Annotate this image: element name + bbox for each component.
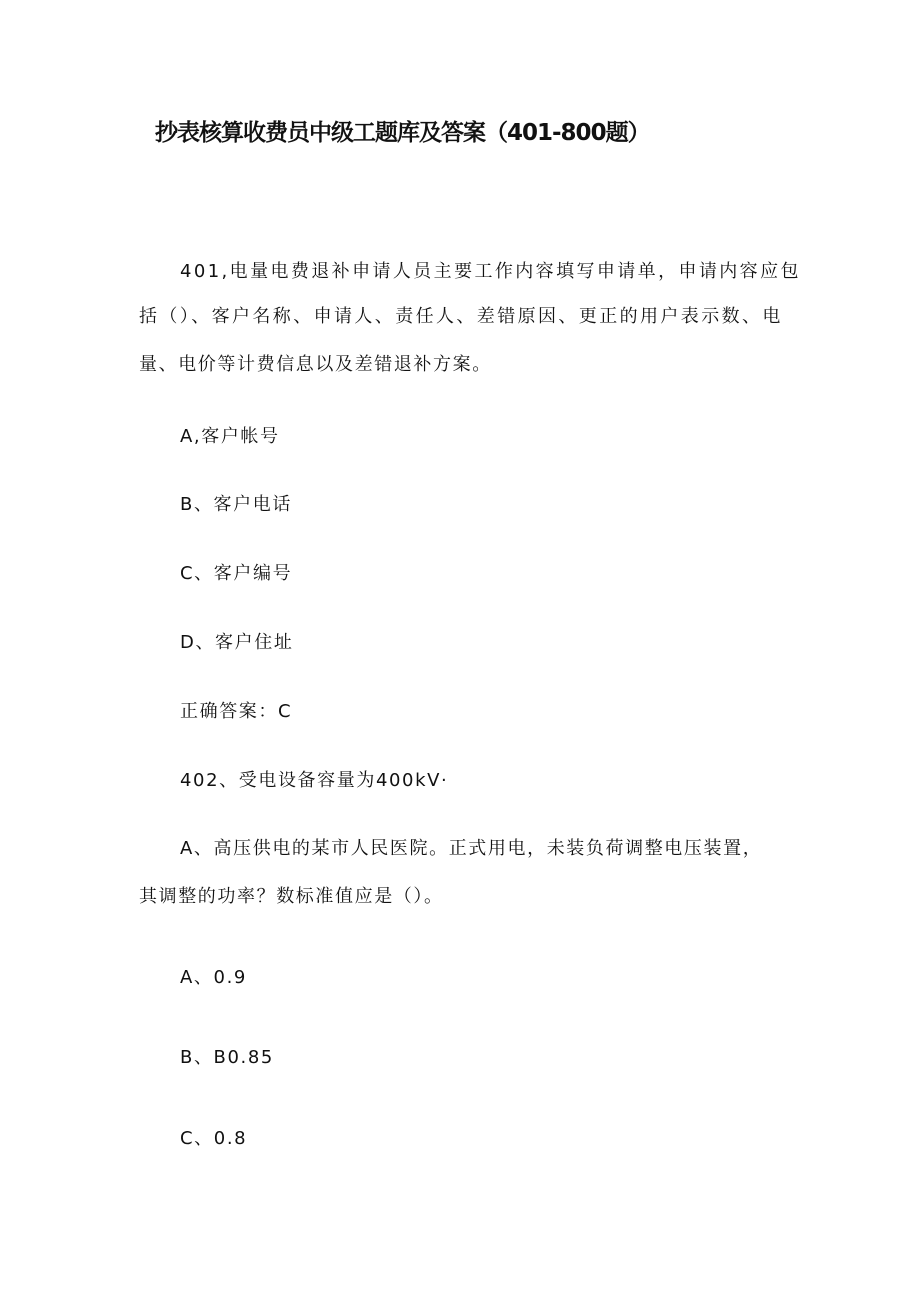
page-title: 抄表核算收费员中级工题库及答案（401-800题）	[155, 120, 650, 146]
question-401-option-b: B、客户电话	[180, 494, 292, 515]
question-402-option-a: A、0.9	[180, 967, 247, 988]
question-401-stem-line-1: 401,电量电费退补申请人员主要工作内容填写申请单，申请内容应包	[180, 261, 801, 282]
question-402-option-c: C、0.8	[180, 1128, 248, 1149]
question-401-stem-line-3: 量、电价等计费信息以及差错退补方案。	[139, 354, 492, 375]
question-402-stem-line-3: 其调整的功率？数标准值应是（）。	[139, 886, 444, 907]
question-401-stem-line-2: 括（）、客户名称、申请人、责任人、差错原因、更正的用户表示数、电	[139, 306, 783, 327]
question-401-answer: 正确答案：C	[180, 701, 293, 722]
question-401-option-c: C、客户编号	[180, 563, 293, 584]
question-402-option-b: B、B0.85	[180, 1047, 274, 1068]
question-401-option-a: A,客户帐号	[180, 426, 280, 447]
question-402-stem-line-1: 402、受电设备容量为400kV·	[180, 770, 449, 791]
question-401-option-d: D、客户住址	[180, 632, 294, 653]
question-402-stem-line-2: A、高压供电的某市人民医院。正式用电，未装负荷调整电压装置，	[180, 838, 763, 859]
